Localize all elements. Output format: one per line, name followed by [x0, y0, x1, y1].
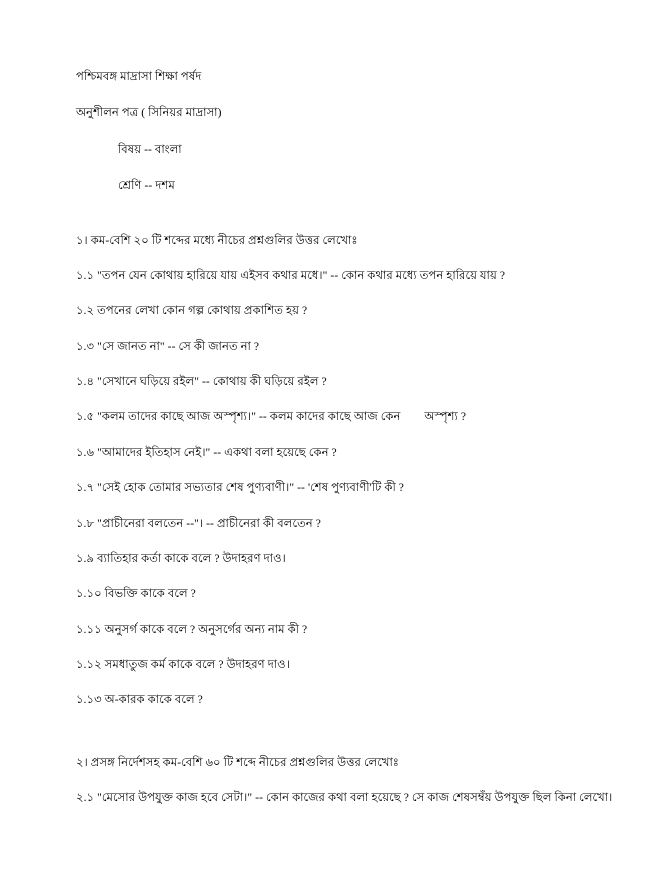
subject-line: বিষয় -- বাংলা	[118, 143, 182, 156]
question-item: ১.৯ ব্যাতিহার কর্তা কাকে বলে ? উদাহরণ দাও।	[76, 552, 286, 565]
question-item: ১.৮ "প্রাচীনেরা বলতেন --"। -- প্রাচীনেরা কী বলতেন ?	[76, 517, 321, 530]
section-two	[76, 756, 614, 806]
paper-title-line: অনুশীলন পত্র ( সিনিয়র মাদ্রাসা)	[76, 107, 222, 120]
question-item: ১.২ তপনের লেখা কোন গল্প কোথায় প্রকাশিত হয় ?	[76, 305, 308, 318]
question-item: ১.১৩ অ-কারক কাকে বলে ?	[76, 694, 203, 707]
section-two-instruction: ২। প্রসঙ্গ নির্দেশসহ কম-বেশি ৬০ টি শব্দে নীচের প্রশ্নগুলির উত্তর লেখোঃ	[76, 756, 400, 769]
question-item: ১.১২ সমধাতুজ কর্ম কাকে বলে ? উদাহরণ দাও।	[76, 659, 290, 671]
question-item: ১.৪ "সেখানে ঘড়িয়ে রইল" -- কোথায় কী ঘড়িয়ে রইল ?	[76, 376, 327, 388]
board-name-line: পশ্চিমবঙ্গ মাদ্রাসা শিক্ষা পর্ষদ	[76, 71, 202, 83]
section-one-instruction: ১। কম-বেশি ২০ টি শব্দের মধ্যে নীচের প্রশ্নগুলির উত্তর লেখোঃ	[76, 234, 358, 247]
section-one	[76, 234, 614, 708]
question-item: ১.১ "তপন যেন কোথায় হারিয়ে যায় এইসব কথার মধে।" -- কোন কথার মধ্যে তপন হারিয়ে যায় ?	[76, 269, 506, 282]
question-item: ১.৭ "সেই হোক তোমার সভ্যতার শেষ পুণ্যবাণী।" -- 'শেষ পুণ্যবাণী'টি কী ?	[76, 482, 405, 495]
question-item: ১.১১ অনুসর্গ কাকে বলে ? অনুসর্গের অন্য নাম কী ?	[76, 623, 308, 636]
question-item: ১.৬ "আমাদের ইতিহাস নেই।" -- একথা বলা হয়েছে কেন ?	[76, 446, 337, 459]
class-line: শ্রেণি -- দশম	[118, 180, 175, 193]
document-header	[76, 70, 614, 194]
question-item: ২.১ "মেসোর উপযুক্ত কাজ হবে সেটা।" -- কোন কাজের কথা বলা হয়েছে ? সে কাজ শেষসম্বঁয় উপযুক্ত ছিল কিনা লেখো।	[76, 792, 613, 805]
question-item: ১.৫ "কলম তাদের কাছে আজ অস্পৃশ্য।" -- কলম কাদের কাছে আজ কেন অস্পৃশ্য ?	[76, 411, 467, 424]
question-item: ১.৩ "সে জানত না" -- সে কী জানত না ?	[76, 340, 260, 353]
question-item: ১.১০ বিভক্তি কাকে বলে ?	[76, 588, 196, 601]
